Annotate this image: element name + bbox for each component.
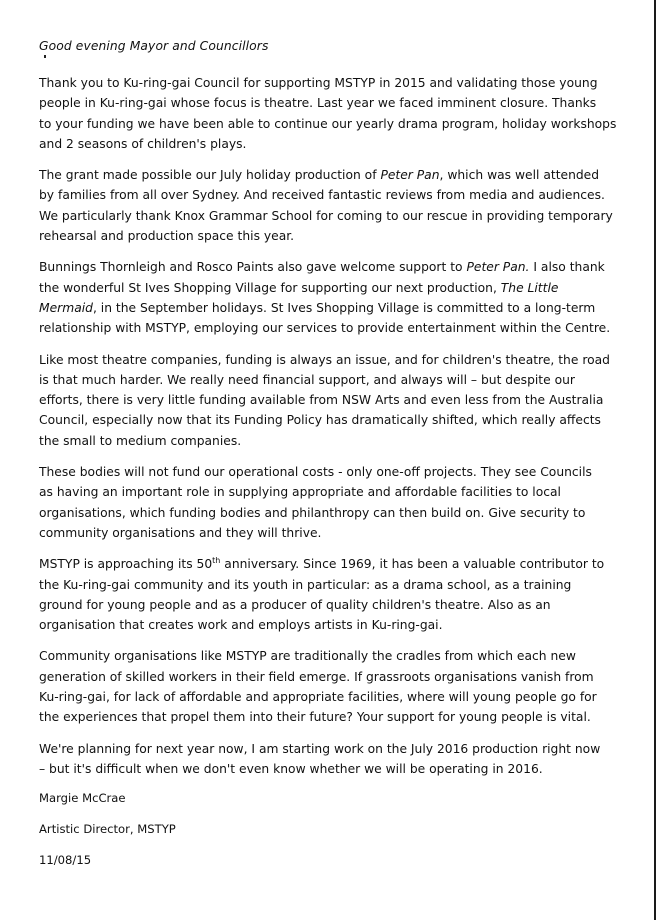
text-run: Bunnings Thornleigh and Rosco Paints also gave welcome support to bbox=[39, 260, 467, 275]
paragraph-line bbox=[39, 168, 599, 182]
ordinal-suffix: th bbox=[212, 556, 221, 566]
production-title: Mermaid bbox=[39, 300, 93, 315]
paragraph-line: the experiences that propel them into their future? Your support for young people is vital. bbox=[39, 710, 591, 725]
text-run: , in the September holidays. St Ives Shopping Village is committed to a long-term bbox=[92, 300, 596, 315]
letter-date: 11/08/15 bbox=[39, 853, 92, 868]
salutation: Good evening Mayor and Councillors bbox=[39, 39, 269, 53]
text-run: I also thank bbox=[529, 260, 605, 275]
paragraph-line: Like most theatre companies, funding is always an issue, and for children's theatre, the road bbox=[39, 352, 610, 367]
paragraph-line: as having an important role in supplying appropriate and affordable facilities to local bbox=[39, 485, 561, 500]
signature-title: Artistic Director, MSTYP bbox=[39, 822, 176, 837]
paragraph-8 bbox=[39, 739, 639, 780]
production-title: Peter Pan bbox=[380, 168, 440, 183]
paragraph-line: rehearsal and production space this year. bbox=[39, 229, 295, 244]
paragraph-1 bbox=[39, 73, 639, 154]
paragraph-line: We particularly thank Knox Grammar School for coming to our rescue in providing temporary bbox=[39, 208, 613, 223]
letter-body bbox=[39, 38, 639, 883]
paragraph-line bbox=[39, 260, 605, 274]
text-run: , which was well attended bbox=[439, 168, 600, 183]
text-run: the wonderful St Ives Shopping Village for supporting our next production, bbox=[39, 280, 501, 295]
paragraph-line: These bodies will not fund our operational costs - only one-off projects. They see Councils bbox=[39, 465, 592, 480]
text-run: MSTYP is approaching its 50 bbox=[39, 557, 213, 572]
paragraph-line: Thank you to Ku-ring-gai Council for supporting MSTYP in 2015 and validating those young bbox=[39, 76, 598, 90]
paragraph-line: the small to medium companies. bbox=[39, 433, 242, 448]
paragraph-2 bbox=[39, 165, 639, 246]
paragraph-4 bbox=[39, 350, 639, 451]
paragraph-line: by families from all over Sydney. And received fantastic reviews from media and audiences. bbox=[39, 188, 605, 203]
paragraph-line: efforts, there is very little funding available from NSW Arts and even less from the Australia bbox=[39, 393, 604, 408]
paragraph-line: We're planning for next year now, I am starting work on the July 2016 production right now bbox=[39, 741, 601, 756]
signature-name: Margie McCrae bbox=[39, 791, 126, 806]
text-run: anniversary. Since 1969, it has been a valuable contributor to bbox=[220, 557, 605, 572]
paragraph-line: Community organisations like MSTYP are traditionally the cradles from which each new bbox=[39, 649, 576, 664]
paragraph-line bbox=[39, 557, 604, 571]
text-run: The grant made possible our July holiday production of bbox=[39, 168, 381, 183]
production-title: The Little bbox=[500, 280, 559, 295]
paragraph-line bbox=[39, 301, 595, 315]
paragraph-line: Ku-ring-gai, for lack of affordable and appropriate facilities, where will young people go for bbox=[39, 690, 597, 705]
paragraph-line: people in Ku-ring-gai whose focus is theatre. Last year we faced imminent closure. Thanks bbox=[39, 96, 597, 111]
paragraph-line: organisations, which funding bodies and philanthropy can then build on. Give security to bbox=[39, 505, 586, 520]
paragraph-7 bbox=[39, 646, 639, 727]
paragraph-5 bbox=[39, 462, 639, 543]
paragraph-line: organisation that creates work and employs artists in Ku-ring-gai. bbox=[39, 618, 443, 633]
paragraph-line: ground for young people and as a producer of quality children's theatre. Also as an bbox=[39, 597, 551, 612]
paragraph-line: relationship with MSTYP, employing our services to provide entertainment within the Centre. bbox=[39, 321, 611, 336]
paragraph-6 bbox=[39, 554, 639, 635]
paragraph-line: community organisations and they will thrive. bbox=[39, 525, 322, 540]
paragraph-3 bbox=[39, 257, 639, 338]
paragraph-line: – but it's difficult when we don't even know whether we will be operating in 2016. bbox=[39, 761, 543, 776]
paragraph-line bbox=[39, 281, 558, 295]
paragraph-line: and 2 seasons of children's plays. bbox=[39, 136, 247, 151]
paragraph-line: the Ku-ring-gai community and its youth in particular: as a drama school, as a training bbox=[39, 577, 572, 592]
production-title: Peter Pan. bbox=[466, 260, 530, 275]
paragraph-line: is that much harder. We really need financial support, and always will – but despite our bbox=[39, 372, 575, 387]
paragraph-line: generation of skilled workers in their field emerge. If grassroots organisations vanish from bbox=[39, 669, 594, 684]
paragraph-line: Council, especially now that its Funding Policy has dramatically shifted, which really affects bbox=[39, 413, 601, 428]
paragraph-line: to your funding we have been able to continue our yearly drama program, holiday workshops bbox=[39, 116, 617, 131]
